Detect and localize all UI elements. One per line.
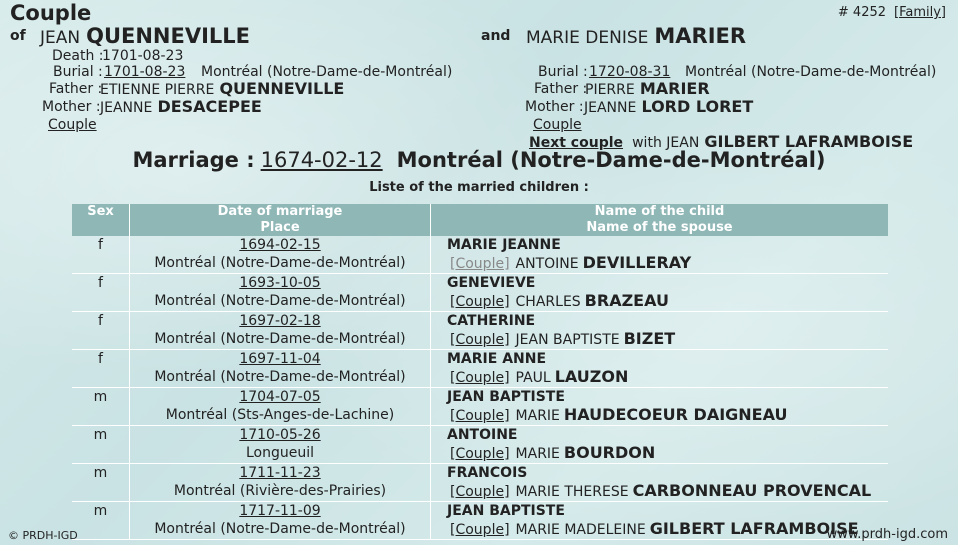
- table-row: [72, 312, 888, 350]
- husband-given-name: JEAN: [40, 28, 81, 48]
- husband-surname: QUENNEVILLE: [86, 24, 251, 48]
- child-marriage: [130, 236, 431, 274]
- child-sex: f: [72, 236, 130, 274]
- page-title: Couple: [10, 1, 92, 25]
- child-couple-link[interactable]: [Couple]: [450, 294, 510, 310]
- child-couple-link[interactable]: [Couple]: [450, 522, 510, 538]
- wife-father-given: PIERRE: [585, 82, 635, 98]
- child-sex: m: [72, 502, 130, 540]
- wife-father-surname: MARIER: [639, 79, 710, 98]
- spouse-line: [450, 368, 888, 387]
- table-header: [72, 204, 888, 236]
- child-sex: m: [72, 388, 130, 426]
- child-name: FRANCOIS: [447, 465, 528, 481]
- child-marriage-date[interactable]: 1697-11-04: [239, 351, 321, 367]
- record-number: # 4252: [837, 5, 887, 20]
- table-row: [72, 426, 888, 464]
- next-couple-link[interactable]: Next couple: [529, 135, 624, 151]
- child-couple-link[interactable]: [Couple]: [450, 256, 510, 272]
- child-name: MARIE ANNE: [447, 351, 547, 367]
- table-row: [72, 274, 888, 312]
- husband-death-label: Death :: [52, 48, 104, 64]
- site-url[interactable]: www.prdh-igd.com: [826, 527, 948, 542]
- spouse-surname: CARBONNEAU PROVENCAL: [632, 481, 872, 500]
- child-couple-link[interactable]: [Couple]: [450, 408, 510, 424]
- child-marriage-place: Montréal (Sts-Anges-de-Lachine): [165, 407, 395, 423]
- wife-couple-link[interactable]: Couple: [533, 117, 582, 133]
- child-name: MARIE JEANNE: [447, 237, 561, 253]
- child-names: [431, 312, 889, 350]
- child-marriage: [130, 426, 431, 464]
- child-name: JEAN BAPTISTE: [447, 503, 565, 519]
- husband-death-date: 1701-08-23: [102, 48, 184, 64]
- child-marriage-date[interactable]: 1694-02-15: [239, 237, 321, 253]
- husband-burial-label: Burial :: [53, 64, 103, 80]
- spouse-line: [450, 520, 888, 539]
- husband-mother: [100, 97, 262, 116]
- wife-name: [526, 24, 746, 48]
- child-names: [431, 426, 889, 464]
- husband-mother-surname: DESACEPEE: [157, 97, 262, 116]
- spouse-given-name: MARIE: [515, 408, 560, 424]
- wife-given-name: MARIE DENISE: [526, 28, 649, 48]
- spouse-given-name: PAUL: [515, 370, 551, 386]
- marriage-date[interactable]: 1674-02-12: [260, 148, 383, 172]
- child-names: [431, 274, 889, 312]
- wife-father-label: Father :: [534, 81, 588, 97]
- child-sex: m: [72, 426, 130, 464]
- child-name: GENEVIEVE: [447, 275, 536, 291]
- spouse-line: [450, 292, 888, 311]
- spouse-given-name: ANTOINE: [515, 256, 579, 272]
- husband-father-given: ETIENNE PIERRE: [100, 82, 215, 98]
- wife-father: [585, 79, 710, 98]
- husband-father: [100, 79, 344, 98]
- col-date-place: Date of marriage Place: [130, 204, 431, 236]
- table-row: [72, 464, 888, 502]
- col-names: Name of the child Name of the spouse: [431, 204, 889, 236]
- marriage-place: Montréal (Notre-Dame-de-Montréal): [396, 148, 826, 172]
- child-marriage-place: Longueuil: [245, 445, 315, 461]
- wife-burial-place: Montréal (Notre-Dame-de-Montréal): [685, 64, 937, 80]
- child-names: [431, 236, 889, 274]
- table-row: [72, 502, 888, 540]
- child-name: JEAN BAPTISTE: [447, 389, 565, 405]
- child-couple-link[interactable]: [Couple]: [450, 370, 510, 386]
- spouse-line: [450, 406, 888, 425]
- spouse-line: [450, 444, 888, 463]
- child-marriage-date[interactable]: 1697-02-18: [239, 313, 321, 329]
- children-table: [72, 204, 888, 540]
- spouse-surname: BOURDON: [563, 443, 656, 462]
- child-couple-link[interactable]: [Couple]: [450, 446, 510, 462]
- table-row: [72, 350, 888, 388]
- husband-father-surname: QUENNEVILLE: [219, 79, 345, 98]
- spouse-line: [450, 330, 888, 349]
- child-marriage: [130, 502, 431, 540]
- child-sex: f: [72, 312, 130, 350]
- and-label: and: [481, 28, 511, 44]
- record-number-area: [838, 5, 946, 20]
- child-couple-link[interactable]: [Couple]: [450, 332, 510, 348]
- children-body: [72, 236, 888, 540]
- wife-mother-given: JEANNE: [584, 100, 637, 116]
- wife-burial-label: Burial :: [538, 64, 588, 80]
- spouse-surname: LAUZON: [554, 367, 629, 386]
- wife-burial-date[interactable]: 1720-08-31: [589, 64, 671, 80]
- husband-couple-link[interactable]: Couple: [48, 117, 97, 133]
- child-sex: m: [72, 464, 130, 502]
- child-marriage-date[interactable]: 1717-11-09: [239, 503, 321, 519]
- wife-mother-label: Mother :: [525, 99, 584, 115]
- of-label: of: [10, 28, 26, 44]
- spouse-line: [450, 482, 888, 501]
- child-marriage-date[interactable]: 1704-07-05: [239, 389, 321, 405]
- spouse-surname: BIZET: [623, 329, 676, 348]
- spouse-surname: DEVILLERAY: [582, 253, 692, 272]
- spouse-given-name: CHARLES: [515, 294, 581, 310]
- child-marriage-place: Montréal (Notre-Dame-de-Montréal): [154, 255, 406, 271]
- spouse-surname: GILBERT LAFRAMBOISE: [649, 519, 859, 538]
- husband-mother-given: JEANNE: [100, 100, 153, 116]
- wife-mother-surname: LORD LORET: [641, 97, 754, 116]
- copyright: © PRDH-IGD: [8, 529, 78, 542]
- next-couple-with: with JEAN: [632, 135, 700, 151]
- child-names: [431, 464, 889, 502]
- child-marriage-place: Montréal (Notre-Dame-de-Montréal): [154, 369, 406, 385]
- col-sex: Sex: [72, 204, 130, 236]
- table-row: [72, 388, 888, 426]
- marriage-line: [0, 148, 958, 172]
- child-names: [431, 502, 889, 540]
- spouse-given-name: JEAN BAPTISTE: [515, 332, 620, 348]
- child-marriage-place: Montréal (Notre-Dame-de-Montréal): [154, 331, 406, 347]
- spouse-given-name: MARIE THERESE: [515, 484, 629, 500]
- child-names: [431, 350, 889, 388]
- husband-name: [40, 24, 250, 48]
- child-marriage-place: Montréal (Rivière-des-Prairies): [173, 483, 387, 499]
- child-name: CATHERINE: [447, 313, 536, 329]
- child-names: [431, 388, 889, 426]
- family-link[interactable]: [Family]: [894, 5, 946, 20]
- husband-burial-date[interactable]: 1701-08-23: [104, 64, 186, 80]
- husband-father-label: Father :: [49, 81, 103, 97]
- next-couple-surname: GILBERT LAFRAMBOISE: [704, 132, 914, 151]
- child-marriage-place: Montréal (Notre-Dame-de-Montréal): [154, 293, 406, 309]
- child-marriage: [130, 388, 431, 426]
- child-marriage-date[interactable]: 1711-11-23: [239, 465, 321, 481]
- child-marriage: [130, 464, 431, 502]
- child-marriage-place: Montréal (Notre-Dame-de-Montréal): [154, 521, 406, 537]
- child-marriage: [130, 274, 431, 312]
- husband-burial-place: Montréal (Notre-Dame-de-Montréal): [201, 64, 453, 80]
- table-row: [72, 236, 888, 274]
- wife-mother: [584, 97, 753, 116]
- child-marriage-date[interactable]: 1710-05-26: [239, 427, 321, 443]
- marriage-label: Marriage :: [132, 148, 255, 172]
- husband-mother-label: Mother :: [42, 99, 101, 115]
- child-sex: f: [72, 350, 130, 388]
- children-caption: Liste of the married children :: [369, 180, 589, 195]
- child-marriage-date[interactable]: 1693-10-05: [239, 275, 321, 291]
- spouse-surname: BRAZEAU: [584, 291, 669, 310]
- spouse-given-name: MARIE MADELEINE: [515, 522, 646, 538]
- child-name: ANTOINE: [447, 427, 518, 443]
- child-marriage: [130, 312, 431, 350]
- spouse-line: [450, 254, 888, 273]
- wife-surname: MARIER: [654, 24, 747, 48]
- child-marriage: [130, 350, 431, 388]
- spouse-given-name: MARIE: [515, 446, 560, 462]
- child-couple-link[interactable]: [Couple]: [450, 484, 510, 500]
- spouse-surname: HAUDECOEUR DAIGNEAU: [563, 405, 788, 424]
- child-sex: f: [72, 274, 130, 312]
